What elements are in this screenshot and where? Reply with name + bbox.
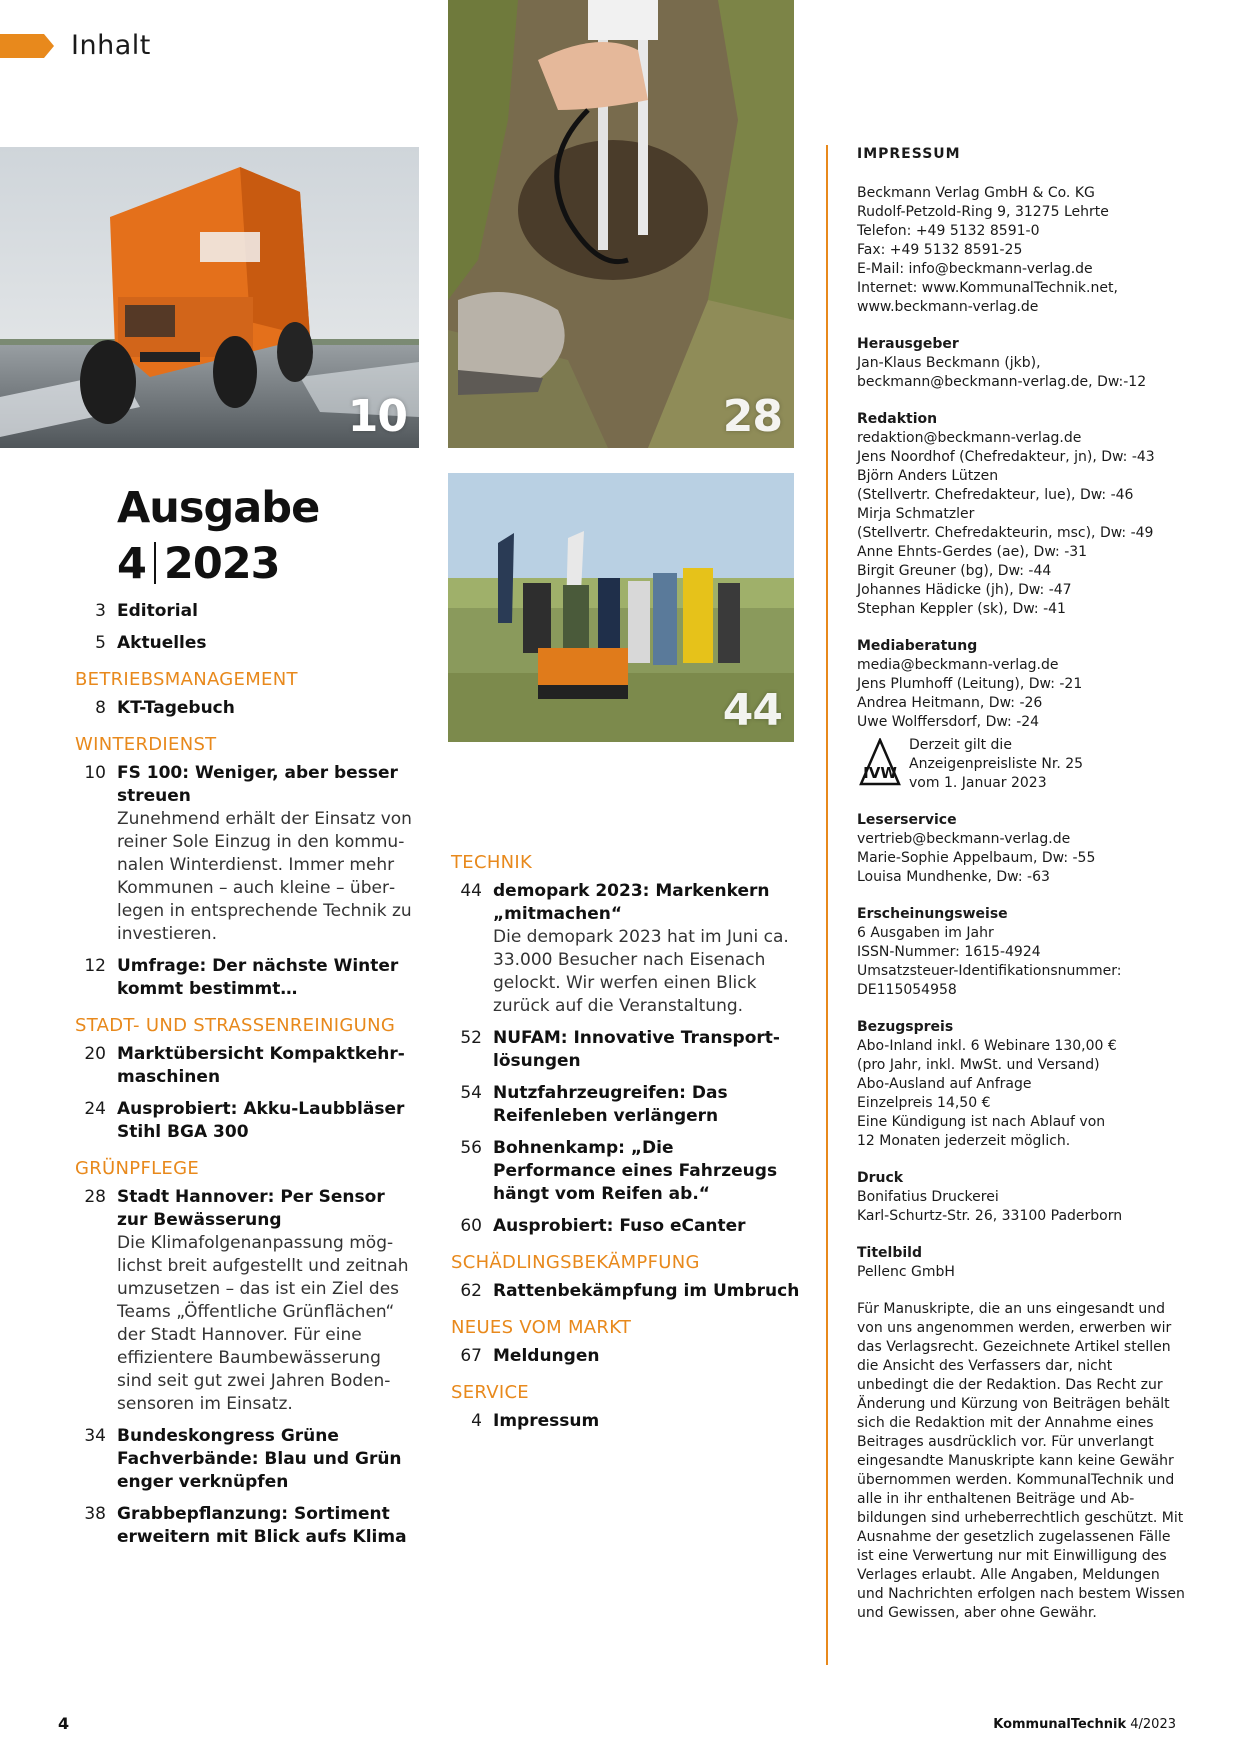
photo-page-number: 44	[722, 685, 782, 736]
toc-entry[interactable]	[75, 697, 420, 720]
toc-entry-title: NUFAM: Innovative Transportlösungen	[493, 1028, 780, 1071]
impressum-label: Leserservice	[857, 812, 957, 828]
toc-entry[interactable]	[75, 1043, 420, 1089]
impressum-block	[857, 1018, 1187, 1151]
photo-page-number: 28	[722, 391, 782, 442]
impressum-line: 6 Ausgaben im Jahr	[857, 925, 994, 941]
impressum-line: www.beckmann-verlag.de	[857, 299, 1039, 315]
price-list-line: vom 1. Januar 2023	[909, 775, 1047, 791]
toc-entry[interactable]	[75, 1098, 420, 1144]
impressum-line: (Stellvertr. Chefredakteur, lue), Dw: -46	[857, 487, 1134, 503]
toc-page-number: 62	[460, 1281, 482, 1301]
impressum-line: Pellenc GmbH	[857, 1264, 955, 1280]
toc-entry-teaser: Zunehmend erhält der Einsatz von reiner Sole Einzug in den kommunalen Winterdienst. Immer mehr Kommunen – auch kleine – überlegen in entsprechende Technik zu investieren.	[117, 809, 412, 944]
impressum-line: DE115054958	[857, 982, 957, 998]
toc-entry-title: FS 100: Weniger, aber besser streuen	[117, 763, 398, 806]
price-list-line: Derzeit gilt die	[909, 737, 1012, 753]
impressum-line: Björn Anders Lützen	[857, 468, 999, 484]
impressum-line: Jan-Klaus Beckmann (jkb),	[857, 355, 1041, 371]
toc-section-heading: TECHNIK	[451, 852, 533, 873]
toc-page-number: 60	[460, 1216, 482, 1236]
toc-page-number: 44	[460, 881, 482, 901]
page-title: Inhalt	[71, 30, 151, 61]
impressum-line: Jens Plumhoff (Leitung), Dw: -21	[857, 676, 1083, 692]
toc-entry-title: KT-Tagebuch	[117, 698, 235, 718]
toc-page-number: 34	[84, 1426, 106, 1446]
toc-page-number: 5	[95, 633, 106, 653]
toc-entry[interactable]	[451, 880, 801, 1018]
impressum-line: Johannes Hädicke (jh), Dw: -47	[857, 582, 1072, 598]
impressum-disclaimer: Für Manuskripte, die an uns eingesandt und von uns angenommen werden, erwerben wir das Verlagsrecht. Gezeichnete Artikel stellen die Ansicht des Verfassers dar, nicht unbedingt die der Redaktion. Das Recht zur Änderung und Kürzung von Beiträgen behält sich die Redaktion mit der Annahme eines Beitrages ausdrücklich vor. Für unverlangt eingesandte Manuskripte kann keine Gewähr übernommen werden. KommunalTechnik und alle in ihr enthaltenen Beiträge und Abbildungen sind urheberrechtlich geschützt. Mit Ausnahme der gesetzlich zugelassenen Fälle ist eine Verwertung nur mit Einwilligung des Verlages erlaubt. Alle Angaben, Meldungen und Nachrichten erfolgen nach bestem Wissen und Gewissen, aber ohne Gewähr.	[857, 1301, 1185, 1621]
toc-page-number: 3	[95, 601, 106, 621]
photo-page-number: 10	[347, 391, 407, 442]
toc-left-column	[75, 600, 420, 1558]
toc-section-heading: SERVICE	[451, 1382, 529, 1403]
price-list-note	[859, 736, 1187, 793]
impressum-line: ISSN-Nummer: 1615-4924	[857, 944, 1041, 960]
impressum-line: Internet: www.KommunalTechnik.net,	[857, 280, 1118, 296]
page-number: 4	[58, 1714, 70, 1733]
toc-page-number: 4	[471, 1411, 482, 1431]
impressum-line: (Stellvertr. Chefredakteurin, msc), Dw: -49	[857, 525, 1154, 541]
impressum-block	[857, 1169, 1187, 1226]
toc-page-number: 24	[84, 1099, 106, 1119]
toc-page-number: 8	[95, 698, 106, 718]
impressum-line: Uwe Wolffersdorf, Dw: -24	[857, 714, 1040, 730]
impressum-label: Druck	[857, 1170, 904, 1186]
footer-magazine	[993, 1717, 1176, 1732]
impressum-line: Abo-Inland inkl. 6 Webinare 130,00 €	[857, 1038, 1117, 1054]
toc-entry[interactable]	[75, 632, 420, 655]
toc-entry[interactable]	[75, 1425, 420, 1494]
impressum-line: Umsatzsteuer-Identifikationsnummer:	[857, 963, 1122, 979]
toc-entry[interactable]	[451, 1345, 801, 1368]
toc-entry[interactable]	[451, 1280, 801, 1303]
toc-page-number: 56	[460, 1138, 482, 1158]
impressum-line: Anne Ehnts-Gerdes (ae), Dw: -31	[857, 544, 1088, 560]
toc-section-heading: SCHÄDLINGSBEKÄMPFUNG	[451, 1252, 700, 1273]
toc-page-number: 12	[84, 956, 106, 976]
impressum-label: Herausgeber	[857, 336, 959, 352]
toc-entry-teaser: Die demopark 2023 hat im Juni ca. 33.000 Besucher nach Eisenach gelockt. Wir werfen einen Blick zurück auf die Veranstaltung.	[493, 927, 789, 1016]
toc-page-number: 54	[460, 1083, 482, 1103]
toc-entry-title: Grabbepflanzung: Sortiment erweitern mit Blick aufs Klima	[117, 1504, 407, 1547]
impressum-line: 12 Monaten jederzeit möglich.	[857, 1133, 1071, 1149]
toc-page-number: 52	[460, 1028, 482, 1048]
toc-entry-title: Rattenbekämpfung im Umbruch	[493, 1281, 800, 1301]
toc-entry[interactable]	[451, 1215, 801, 1238]
impressum-block	[857, 410, 1187, 619]
toc-entry-teaser: Die Klimafolgenanpassung möglichst breit aufgestellt und zeitnah umzusetzen – das ist ein Ziel des Teams „Öffentliche Grünflächen“ der Stadt Hannover. Für eine effizientere Baumbewässerung sind seit gut zwei Jahren Bodensensoren im Einsatz.	[117, 1233, 409, 1414]
toc-section-heading: GRÜNPFLEGE	[75, 1158, 200, 1179]
issue-year: 2023	[163, 539, 280, 589]
impressum-heading: IMPRESSUM	[857, 146, 961, 162]
impressum-line: Eine Kündigung ist nach Ablauf von	[857, 1114, 1106, 1130]
toc-entry[interactable]	[451, 1410, 801, 1433]
impressum	[857, 145, 1187, 1623]
photo-technik	[448, 473, 794, 742]
impressum-line: Bonifatius Druckerei	[857, 1189, 999, 1205]
toc-entry-title: Nutzfahrzeugreifen: Das Reifenleben verlängern	[493, 1083, 728, 1126]
impressum-label: Erscheinungsweise	[857, 906, 1008, 922]
impressum-block	[857, 905, 1187, 1000]
impressum-line: Beckmann Verlag GmbH & Co. KG	[857, 185, 1095, 201]
photo-winterdienst	[0, 147, 419, 448]
impressum-line: Marie-Sophie Appelbaum, Dw: -55	[857, 850, 1096, 866]
toc-entry[interactable]	[451, 1137, 801, 1206]
toc-page-number: 20	[84, 1044, 106, 1064]
impressum-line: Stephan Keppler (sk), Dw: -41	[857, 601, 1066, 617]
impressum-line: Jens Noordhof (Chefredakteur, jn), Dw: -43	[857, 449, 1155, 465]
impressum-block	[857, 637, 1187, 793]
impressum-label: Titelbild	[857, 1245, 922, 1261]
impressum-line: beckmann@beckmann-verlag.de, Dw:-12	[857, 374, 1147, 390]
photo-gruenpflege	[448, 0, 794, 448]
price-list-text	[909, 736, 1083, 793]
toc-entry-title: Meldungen	[493, 1346, 600, 1366]
toc-section-heading: BETRIEBSMANAGEMENT	[75, 669, 298, 690]
impressum-line: Andrea Heitmann, Dw: -26	[857, 695, 1043, 711]
toc-entry[interactable]	[75, 600, 420, 623]
toc-section-heading: WINTERDIENST	[75, 734, 217, 755]
impressum-line: Abo-Ausland auf Anfrage	[857, 1076, 1032, 1092]
toc-entry-title: Editorial	[117, 601, 198, 621]
toc-entry-title: demopark 2023: Markenkern „mitmachen“	[493, 881, 770, 924]
toc-page-number: 28	[84, 1187, 106, 1207]
impressum-line: (pro Jahr, inkl. MwSt. und Versand)	[857, 1057, 1100, 1073]
impressum-line: media@beckmann-verlag.de	[857, 657, 1059, 673]
impressum-label: Bezugspreis	[857, 1019, 954, 1035]
toc-entry-title: Ausprobiert: Akku-Laubbläser Stihl BGA 300	[117, 1099, 405, 1142]
impressum-label: Redaktion	[857, 411, 938, 427]
toc-page-number: 10	[84, 763, 106, 783]
impressum-line: Telefon: +49 5132 8591-0	[857, 223, 1040, 239]
svg-text:IVW: IVW	[863, 764, 897, 782]
impressum-block	[857, 811, 1187, 887]
magazine-name: KommunalTechnik	[993, 1717, 1127, 1732]
impressum-divider	[826, 145, 828, 1665]
toc-entry-title: Bundeskongress Grüne Fachverbände: Blau und Grün enger verknüpfen	[117, 1426, 402, 1492]
toc-entry[interactable]	[75, 955, 420, 1001]
price-list-line: Anzeigenpreisliste Nr. 25	[909, 756, 1084, 772]
toc-page-number: 38	[84, 1504, 106, 1524]
toc-entry-title: Marktübersicht Kompaktkehrmaschinen	[117, 1044, 405, 1087]
toc-entry-title: Ausprobiert: Fuso eCanter	[493, 1216, 746, 1236]
impressum-line: Birgit Greuner (bg), Dw: -44	[857, 563, 1052, 579]
magazine-issue: 4/2023	[1130, 1717, 1176, 1732]
impressum-line: Karl-Schurtz-Str. 26, 33100 Paderborn	[857, 1208, 1123, 1224]
toc-entry[interactable]	[75, 1503, 420, 1549]
impressum-line: redaktion@beckmann-verlag.de	[857, 430, 1082, 446]
issue-divider	[154, 542, 156, 584]
toc-entry-title: Stadt Hannover: Per Sensor zur Bewässerung	[117, 1187, 385, 1230]
impressum-line: vertrieb@beckmann-verlag.de	[857, 831, 1071, 847]
toc-entry-title: Impressum	[493, 1411, 600, 1431]
toc-entry[interactable]	[75, 762, 420, 946]
impressum-block	[857, 184, 1187, 317]
toc-entry-title: Bohnenkamp: „Die Performance eines Fahrzeugs hängt vom Reifen ab.“	[493, 1138, 778, 1204]
impressum-line: Fax: +49 5132 8591-25	[857, 242, 1023, 258]
toc-entry[interactable]	[75, 1186, 420, 1416]
ivw-logo-icon	[859, 738, 901, 786]
impressum-line: Mirja Schmatzler	[857, 506, 975, 522]
toc-middle-column	[451, 838, 801, 1442]
toc-section-heading: STADT- UND STRASSENREINIGUNG	[75, 1015, 396, 1036]
impressum-line: E-Mail: info@beckmann-verlag.de	[857, 261, 1093, 277]
section-arrow-icon	[0, 34, 54, 58]
toc-page-number: 67	[460, 1346, 482, 1366]
toc-entry[interactable]	[451, 1027, 801, 1073]
impressum-line: Louisa Mundhenke, Dw: -63	[857, 869, 1050, 885]
impressum-line: Einzelpreis 14,50 €	[857, 1095, 991, 1111]
impressum-block	[857, 335, 1187, 392]
toc-entry[interactable]	[451, 1082, 801, 1128]
issue-label: Ausgabe	[117, 483, 320, 533]
toc-entry-title: Aktuelles	[117, 633, 207, 653]
impressum-label: Mediaberatung	[857, 638, 978, 654]
impressum-line: Rudolf-Petzold-Ring 9, 31275 Lehrte	[857, 204, 1109, 220]
issue-heading	[117, 480, 319, 592]
toc-entry-title: Umfrage: Der nächste Winter kommt bestimmt…	[117, 956, 399, 999]
toc-section-heading: NEUES VOM MARKT	[451, 1317, 632, 1338]
impressum-block	[857, 1244, 1187, 1282]
issue-number: 4	[117, 539, 146, 589]
